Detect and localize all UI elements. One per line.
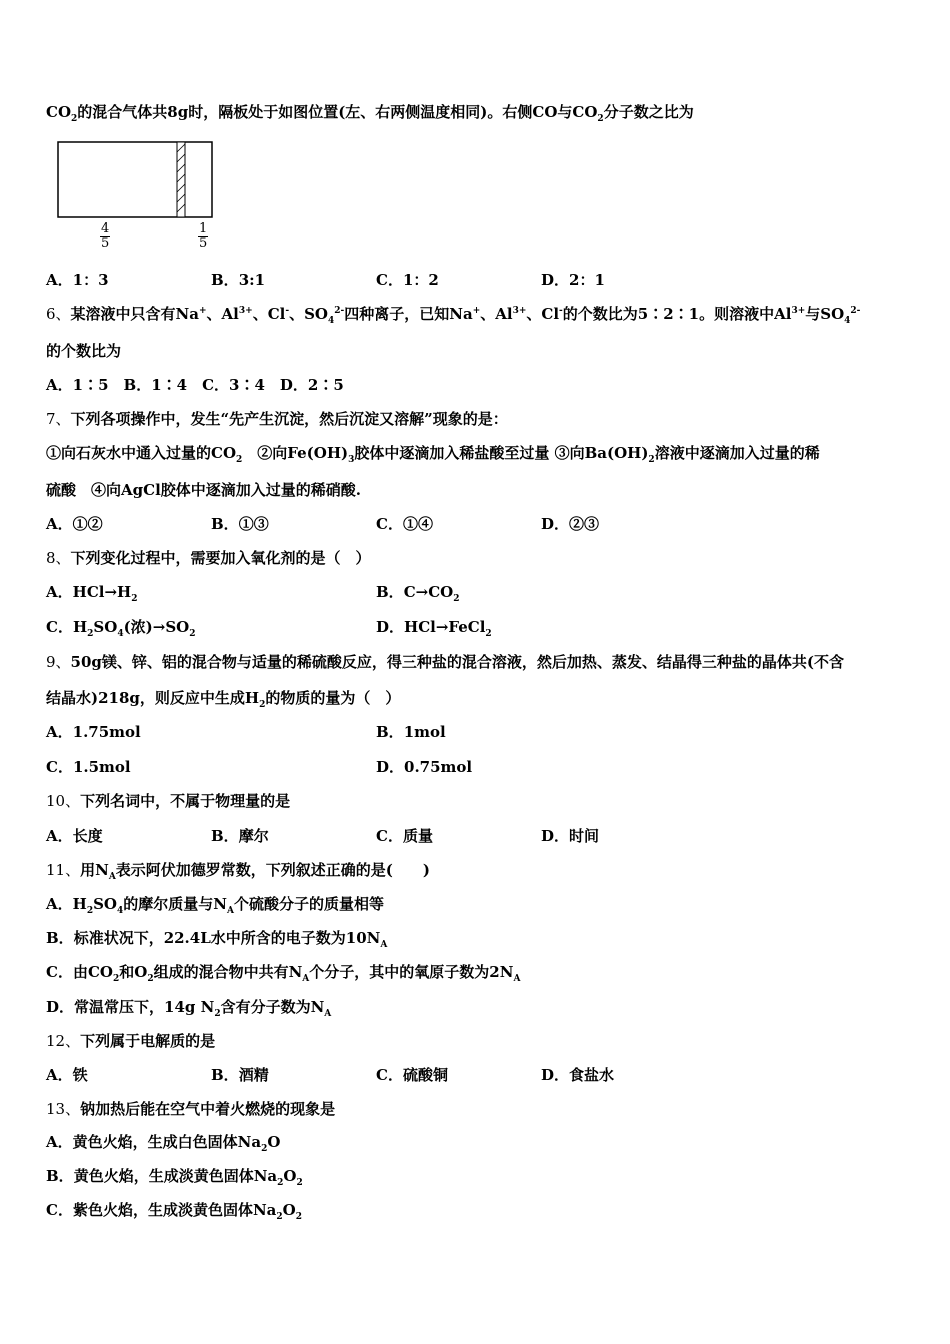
q9-option-b[interactable]: B．1mol (376, 723, 446, 741)
q7-option-a[interactable]: A．①② (46, 515, 103, 533)
q5-option-d[interactable]: D．2：1 (541, 271, 605, 289)
q8-option-b[interactable]: B．$C\to CO_2$ (376, 583, 460, 604)
q11-option-d[interactable]: D．常温常压下，14g $N_2$含有分子数为$N_A$ (46, 998, 332, 1019)
q12-stem: 12、下列属于电解质的是 (46, 1032, 216, 1050)
q11-option-a[interactable]: A．$H_2SO_4$的摩尔质量与$N_A$个硫酸分子的质量相等 (46, 895, 384, 916)
partition-diagram (50, 132, 230, 262)
q13-option-c[interactable]: C．紫色火焰，生成淡黄色固体$Na_2O_2$ (46, 1201, 302, 1222)
q7-line2: ①向石灰水中通入过量的$CO_2$ ②向$Fe(OH)_3$胶体中逐滴加入稀盐酸至过量 ③向$Ba(OH)_2$溶液中逐滴加入过量的稀 (46, 444, 820, 465)
q7-option-b[interactable]: B．①③ (211, 515, 269, 533)
q8-option-c[interactable]: C．$H_2SO_4$(浓)$\to SO_2$ (46, 618, 196, 639)
q10-stem: 10、下列名词中，不属于物理量的是 (46, 792, 291, 810)
q8-option-d[interactable]: D．HCl→FeCl$_2$ (376, 618, 492, 639)
q6-stem: 6、某溶液中只含有Na+、$Al^{3+}$、Cl-、$SO_4^{2-}$四种离子，已知Na+、$Al^{3+}$、Cl-的个数比为5∶2∶1。则溶液中$Al^{3+}$与$SO_4^{2-}$ (46, 305, 861, 326)
q5-option-c[interactable]: C．1：2 (376, 271, 439, 289)
q13-option-b[interactable]: B．黄色火焰，生成淡黄色固体$Na_2O_2$ (46, 1167, 303, 1188)
q7-line3: 硫酸 ④向AgCl胶体中逐滴加入过量的稀硝酸. (46, 481, 361, 499)
q5-stem: $CO_2$的混合气体共8g时，隔板处于如图位置(左、右两侧温度相同)。右侧CO与$CO_2$分子数之比为 (46, 103, 694, 124)
container-figure (50, 132, 230, 227)
q10-option-d[interactable]: D．时间 (541, 827, 600, 845)
q9-option-c[interactable]: C．1.5mol (46, 758, 131, 776)
q9-stem-line2: 结晶水)218g，则反应中生成$H_2$的物质的量为（ ） (46, 689, 401, 710)
q12-option-a[interactable]: A．铁 (46, 1066, 88, 1084)
q12-option-b[interactable]: B．酒精 (211, 1066, 269, 1084)
q10-option-b[interactable]: B．摩尔 (211, 827, 269, 845)
left-fraction: $\frac{4}{5}$ (101, 221, 110, 251)
q9-option-d[interactable]: D．0.75mol (376, 758, 473, 776)
q11-option-c[interactable]: C．由$CO_2$和$O_2$组成的混合物中共有$N_A$个分子，其中的氧原子数为$2N_A$ (46, 963, 521, 984)
container-outline (58, 142, 212, 217)
q11-option-b[interactable]: B．标准状况下，22.4L水中所含的电子数为$10N_A$ (46, 929, 388, 950)
q7-option-d[interactable]: D．②③ (541, 515, 600, 533)
q13-option-a[interactable]: A．黄色火焰，生成白色固体$Na_2O$ (46, 1133, 281, 1154)
q7-option-c[interactable]: C．①④ (376, 515, 433, 533)
q6-stem-line2: 的个数比为 (46, 342, 122, 360)
q5-option-a[interactable]: A．1：3 (46, 271, 109, 289)
q12-option-d[interactable]: D．食盐水 (541, 1066, 615, 1084)
q6-options[interactable]: A．1∶5 B．1∶4 C．3∶4 D．2∶5 (46, 376, 344, 394)
q9-option-a[interactable]: A．1.75mol (46, 723, 141, 741)
q8-option-a[interactable]: A．$HCl\to H_2$ (46, 583, 138, 604)
q11-stem: 11、用$N_A$表示阿伏加德罗常数，下列叙述正确的是( ) (46, 861, 430, 882)
q10-option-c[interactable]: C．质量 (376, 827, 433, 845)
q12-option-c[interactable]: C．硫酸铜 (376, 1066, 448, 1084)
q5-option-b[interactable]: B．3:1 (211, 271, 266, 289)
q7-stem: 7、下列各项操作中，发生“先产生沉淀，然后沉淀又溶解”现象的是： (46, 410, 508, 428)
q9-stem: 9、50g镁、锌、铝的混合物与适量的稀硫酸反应，得三种盐的混合溶液，然后加热、蒸发、结晶得三种盐的晶体共(不含 (46, 653, 845, 671)
q8-stem: 8、下列变化过程中，需要加入氧化剂的是（ ） (46, 549, 371, 567)
q10-option-a[interactable]: A．长度 (46, 827, 103, 845)
q13-stem: 13、钠加热后能在空气中着火燃烧的现象是 (46, 1100, 336, 1118)
right-fraction: $\frac{1}{5}$ (199, 221, 208, 251)
